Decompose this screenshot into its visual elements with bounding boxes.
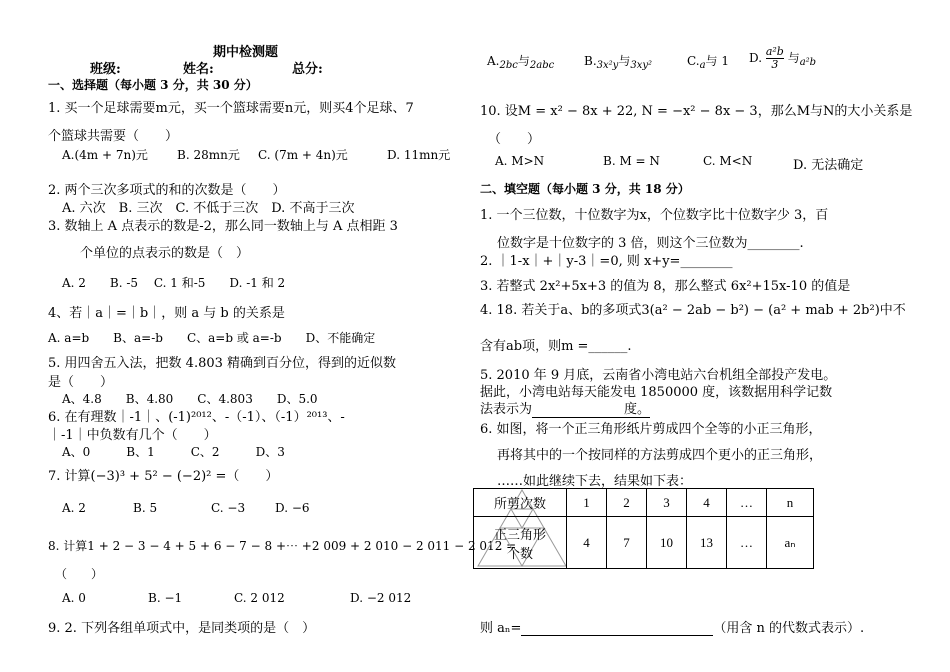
row-label-cuts: 所剪次数 <box>474 489 567 517</box>
q8-option-c: C. 2 012 <box>234 591 285 605</box>
q1-option-d: D. 11mn元 <box>387 148 451 162</box>
q9-option-a: $A._{2bc}$与$_{2abc}$ <box>487 54 555 71</box>
cell-count-n: aₙ <box>767 517 814 569</box>
q8-option-b: B. −1 <box>148 591 183 605</box>
q1-option-c: C. (7m + 4n)元 <box>258 148 348 162</box>
f3-text: 3. 若整式 2x²+5x+3 的值为 8，那么整式 6x²+15x-10 的值是 <box>480 279 851 294</box>
q4-stem: 4、若｜a｜=｜b｜，则 a 与 b 的关系是 <box>48 306 285 321</box>
q7-option-c: C. −3 <box>211 501 246 515</box>
results-table <box>473 488 814 569</box>
q8-paren: （ ） <box>55 567 104 581</box>
f5-line3: 法表示为 度。 <box>480 402 651 417</box>
q10-line1: 10. 设M = x² − 8x + 22, N = −x² − 8x − 3，那么M与N的大小关系是 <box>480 104 913 119</box>
cell-cut-3: 3 <box>647 489 687 517</box>
q3-line1: 3. 数轴上 A 点表示的数是-2，那么同一数轴上与 A 点相距 3 <box>48 219 398 234</box>
q1-line2: 个篮球共需要（ ） <box>48 129 179 144</box>
page-title: 期中检测题 <box>213 45 279 60</box>
q9-option-b: $B._{3x^2y}$与$_{3xy^2}$ <box>584 54 652 71</box>
q10-option-c: C. M<N <box>703 154 753 168</box>
q5-line2: 是（ ） <box>48 375 114 390</box>
q7-option-a: A. 2 <box>62 501 86 515</box>
q7-stem: 7. 计算(−3)³ + 5² − (−2)² =（ ） <box>48 469 279 484</box>
q10-option-b: B. M = N <box>603 154 660 168</box>
q6-line2: ｜-1｜中负数有几个（ ） <box>48 428 217 443</box>
f1-line2: 位数字是十位数字的 3 倍，则这个三位数为________. <box>497 236 804 251</box>
cell-count-ellipsis: … <box>727 517 767 569</box>
q8-option-a: A. 0 <box>62 591 86 605</box>
f6-line3: ……如此继续下去，结果如下表： <box>497 474 693 489</box>
f5-blank <box>532 403 624 418</box>
cell-count-2: 7 <box>607 517 647 569</box>
q3-options: A. 2 B. -5 C. 1 和-5 D. -1 和 2 <box>62 276 286 290</box>
section-1-title: 一、选择题（每小题 3 分，共 30 分） <box>48 78 258 92</box>
f6-line2: 再将其中的一个按同样的方法剪成四个更小的正三角形， <box>497 448 823 463</box>
f5-line1: 5. 2010 年 9 月底，云南省小湾电站六台机组全部投产发电。 <box>480 368 837 383</box>
score-label: 总分: <box>292 62 323 77</box>
f4-line1: 4. 18. 若关于a、b的多项式3(a² − 2ab − b²) − (a² + mab + 2b²)中不 <box>480 303 906 318</box>
q8-stem: 8. 计算1 + 2 − 3 − 4 + 5 + 6 − 7 − 8 +⋯ +2 009 + 2 010 − 2 011 − 2 012 = <box>48 539 517 553</box>
cell-cut-4: 4 <box>687 489 727 517</box>
f2-text: 2. ｜1-x｜+｜y-3｜=0, 则 x+y=________ <box>480 254 733 269</box>
q10-option-d: D. 无法确定 <box>793 158 864 173</box>
f6-answer-blank <box>521 621 713 636</box>
q10-option-a: A. M>N <box>495 154 545 168</box>
cell-cut-2: 2 <box>607 489 647 517</box>
q6-line1: 6. 在有理数｜-1｜、(-1)²⁰¹²、-（-1）、（-1）²⁰¹³、- <box>48 410 345 425</box>
f4-line2: 含有ab项，则m =______. <box>480 339 632 354</box>
f5-line2: 据此，小湾电站每天能发电 1850000 度，该数据用科学记数 <box>480 385 833 400</box>
f6-answer-line: 则 aₙ= （用含 n 的代数式表示）. <box>480 621 865 636</box>
name-label: 姓名: <box>183 62 214 77</box>
q3-line2: 个单位的点表示的数是（ ） <box>80 246 250 261</box>
q9-option-d: D. $\frac{\text{a²b}}{3}$ 与$_{a^2b}$ <box>749 45 817 71</box>
q4-options: A. a=b B、a=-b C、a=b 或 a=-b D、不能确定 <box>48 331 376 345</box>
cell-count-4: 13 <box>687 517 727 569</box>
q6-options: A、0 B、1 C、2 D、3 <box>62 445 285 459</box>
q7-option-d: D. −6 <box>275 501 310 515</box>
class-label: 班级: <box>90 62 121 77</box>
q5-line1: 5. 用四舍五入法，把数 4.803 精确到百分位，得到的近似数 <box>48 356 397 371</box>
cell-cut-ellipsis: … <box>727 489 767 517</box>
cell-cut-n: n <box>767 489 814 517</box>
q5-options: A、4.8 B、4.80 C、4.803 D、5.0 <box>62 392 318 406</box>
q2-options: A. 六次 B. 三次 C. 不低于三次 D. 不高于三次 <box>62 201 355 216</box>
q1-option-a: A.(4m + 7n)元 <box>62 148 148 162</box>
f6-line1: 6. 如图，将一个正三角形纸片剪成四个全等的小正三角形， <box>480 422 822 437</box>
section-2-title: 二、填空题（每小题 3 分，共 18 分） <box>480 182 690 196</box>
q1-line1: 1. 买一个足球需要m元，买一个篮球需要n元，则买4个足球、7 <box>48 101 414 116</box>
f1-line1: 1. 一个三位数，十位数字为x，个位数字比十位数字少 3，百 <box>480 208 829 223</box>
q9-option-c: $C._a$与 1 <box>687 54 729 71</box>
row-label-count: 正三角形 个数 <box>474 517 567 569</box>
q9-stem: 9. 2. 下列各组单项式中，是同类项的是（ ） <box>48 621 316 636</box>
cell-count-3: 10 <box>647 517 687 569</box>
q10-line2: （ ） <box>488 132 541 147</box>
q8-option-d: D. −2 012 <box>350 591 412 605</box>
cell-count-1: 4 <box>567 517 607 569</box>
q2-stem: 2. 两个三次多项式的和的次数是（ ） <box>48 183 286 198</box>
cell-cut-1: 1 <box>567 489 607 517</box>
q1-option-b: B. 28mn元 <box>177 148 240 162</box>
q7-option-b: B. 5 <box>133 501 158 515</box>
